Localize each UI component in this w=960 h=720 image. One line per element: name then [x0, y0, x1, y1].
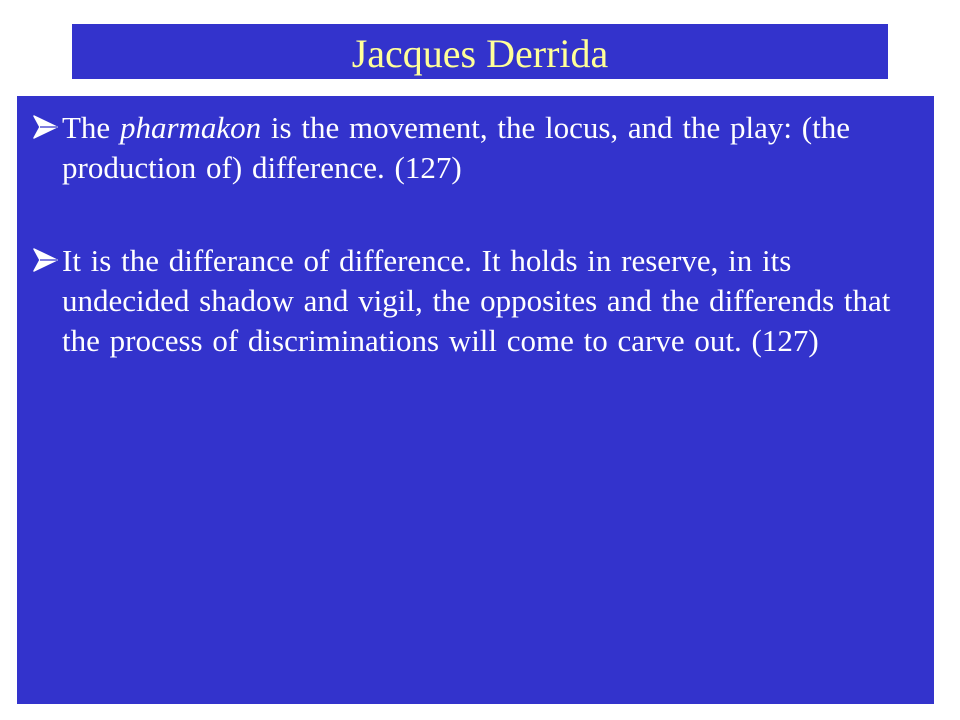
emphasized-term: pharmakon	[119, 110, 262, 145]
bullet-body: is the movement, the locus, and the play: (the production of) difference. (127)	[62, 110, 850, 185]
arrow-bullet-icon	[31, 245, 61, 275]
bullet-item	[31, 108, 924, 188]
slide-title: Jacques Derrida	[351, 30, 609, 76]
bullet-text	[62, 108, 924, 188]
bullet-item	[31, 241, 924, 361]
title-bar	[72, 24, 888, 79]
bullet-prefix: The	[62, 110, 120, 145]
arrow-bullet-icon	[31, 112, 61, 142]
bullet-text: It is the differance of difference. It holds in reserve, in its undecided shadow and vigil, the opposites and the differends that the process of discriminations will come to carve out. (127)	[62, 243, 891, 358]
content-panel	[17, 96, 934, 704]
